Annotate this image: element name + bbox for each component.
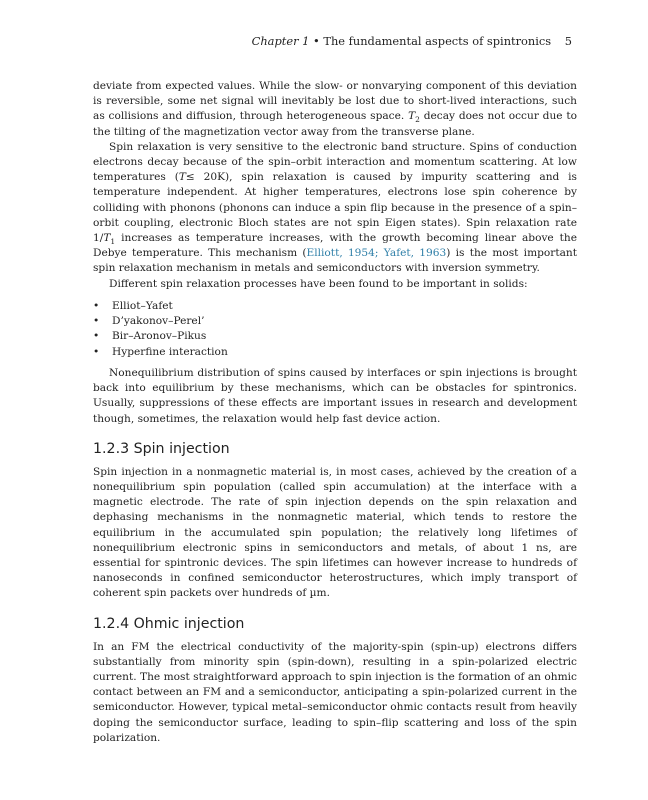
citation-link[interactable]: Elliott, 1954; Yafet, 1963 bbox=[306, 247, 447, 260]
symbol-t1-subscript: 1 bbox=[110, 237, 116, 247]
paragraph-2-text-b: ≤ 20K), spin relaxation is caused by impurity scattering and is temperature independent. At higher temperatures, electrons lose spin coherence by colliding with phonons (phonons can induce a spin flip because in the presence of a spin–orbit coupling, electronic Bloch states are not spin Eigen states). Spin relaxation rate 1/ bbox=[93, 171, 577, 245]
symbol-temperature: T bbox=[178, 171, 186, 184]
chapter-title: The fundamental aspects of spintronics bbox=[323, 34, 552, 48]
list-item: • D’yakonov–Perel’ bbox=[93, 314, 577, 329]
paragraph-spin-injection: Spin injection in a nonmagnetic material is, in most cases, achieved by the creation of a nonequilibrium spin population (called spin accumulation) at the interface with a magnetic electrode. The rate of spin injection depends on the spin relaxation and dephasing mechanisms in the nonmagnetic material, which tends to restore the equilibrium in the accumulated spin population; the relatively long lifetimes of nonequilibrium electronic spins in semiconductors and metals, of about 1 ns, are essential for spintronic devices. The spin lifetimes can however increase to hundreds of nanoseconds in confined semiconductor heterostructures, which imply transport of coherent spin packets over hundreds of µm. bbox=[93, 465, 577, 600]
page-number: 5 bbox=[564, 34, 572, 48]
body-text bbox=[93, 79, 577, 746]
running-header bbox=[252, 34, 572, 48]
header-bullet: • bbox=[313, 34, 320, 48]
list-item: • Elliot–Yafet bbox=[93, 299, 577, 314]
paragraph-2-text-a: Spin relaxation is very sensitive to the electronic band structure. Spins of conduction electrons decay because of the spin–orbit interaction and momentum scattering. At low temperatures ( bbox=[93, 140, 577, 184]
paragraph-1-text-b: decay does not occur due to the tilting of the magnetization vector away from the transverse plane. bbox=[93, 110, 577, 138]
symbol-t2-subscript: 2 bbox=[415, 115, 420, 125]
list-item: • Bir–Aronov–Pikus bbox=[93, 329, 577, 344]
list-item: • Hyperfine interaction bbox=[93, 345, 577, 360]
paragraph-2 bbox=[93, 140, 577, 277]
section-heading-ohmic-injection: 1.2.4 Ohmic injection bbox=[93, 615, 245, 632]
paragraph-ohmic-injection: In an FM the electrical conductivity of the majority-spin (spin-up) electrons differs substantially from minority spin (spin-down), resulting in a spin-polarized electric current. The most straightforward approach to spin injection is the formation of an ohmic contact between an FM and a semiconductor, anticipating a spin-polarized current in the semiconductor. However, typical metal–semiconductor ohmic contacts result from heavily doping the semiconductor surface, leading to spin–flip scattering and loss of the spin polarization. bbox=[93, 640, 577, 744]
symbol-t2: T bbox=[408, 110, 416, 123]
paragraph-2-text-c: increases as temperature increases, with the growth becoming linear above the Debye temperature. This mechanism ( bbox=[93, 232, 577, 260]
section-heading-spin-injection: 1.2.3 Spin injection bbox=[93, 440, 230, 457]
paragraph-2-text-d: ) is the most important spin relaxation mechanism in metals and semiconductors with inversion symmetry. bbox=[93, 247, 577, 275]
relaxation-mechanisms-list bbox=[93, 299, 577, 360]
paragraph-3: Different spin relaxation processes have been found to be important in solids: bbox=[109, 277, 528, 290]
paragraph-1-text-a: deviate from expected values. While the slow- or nonvarying component of this deviation is reversible, some net signal will inevitably be lost due to short-lived interactions, such as collisions and diffusion, through heterogeneous space. bbox=[93, 80, 577, 123]
paragraph-1 bbox=[93, 79, 577, 140]
chapter-label: Chapter 1 bbox=[251, 34, 310, 48]
symbol-t1: T bbox=[103, 232, 111, 245]
paragraph-4: Nonequilibrium distribution of spins caused by interfaces or spin injections is brought back into equilibrium by these mechanisms, which can be obstacles for spintronics. Usually, suppressions of these effects are important issues in research and development though, sometimes, the relaxation would help fast device action. bbox=[93, 367, 577, 425]
